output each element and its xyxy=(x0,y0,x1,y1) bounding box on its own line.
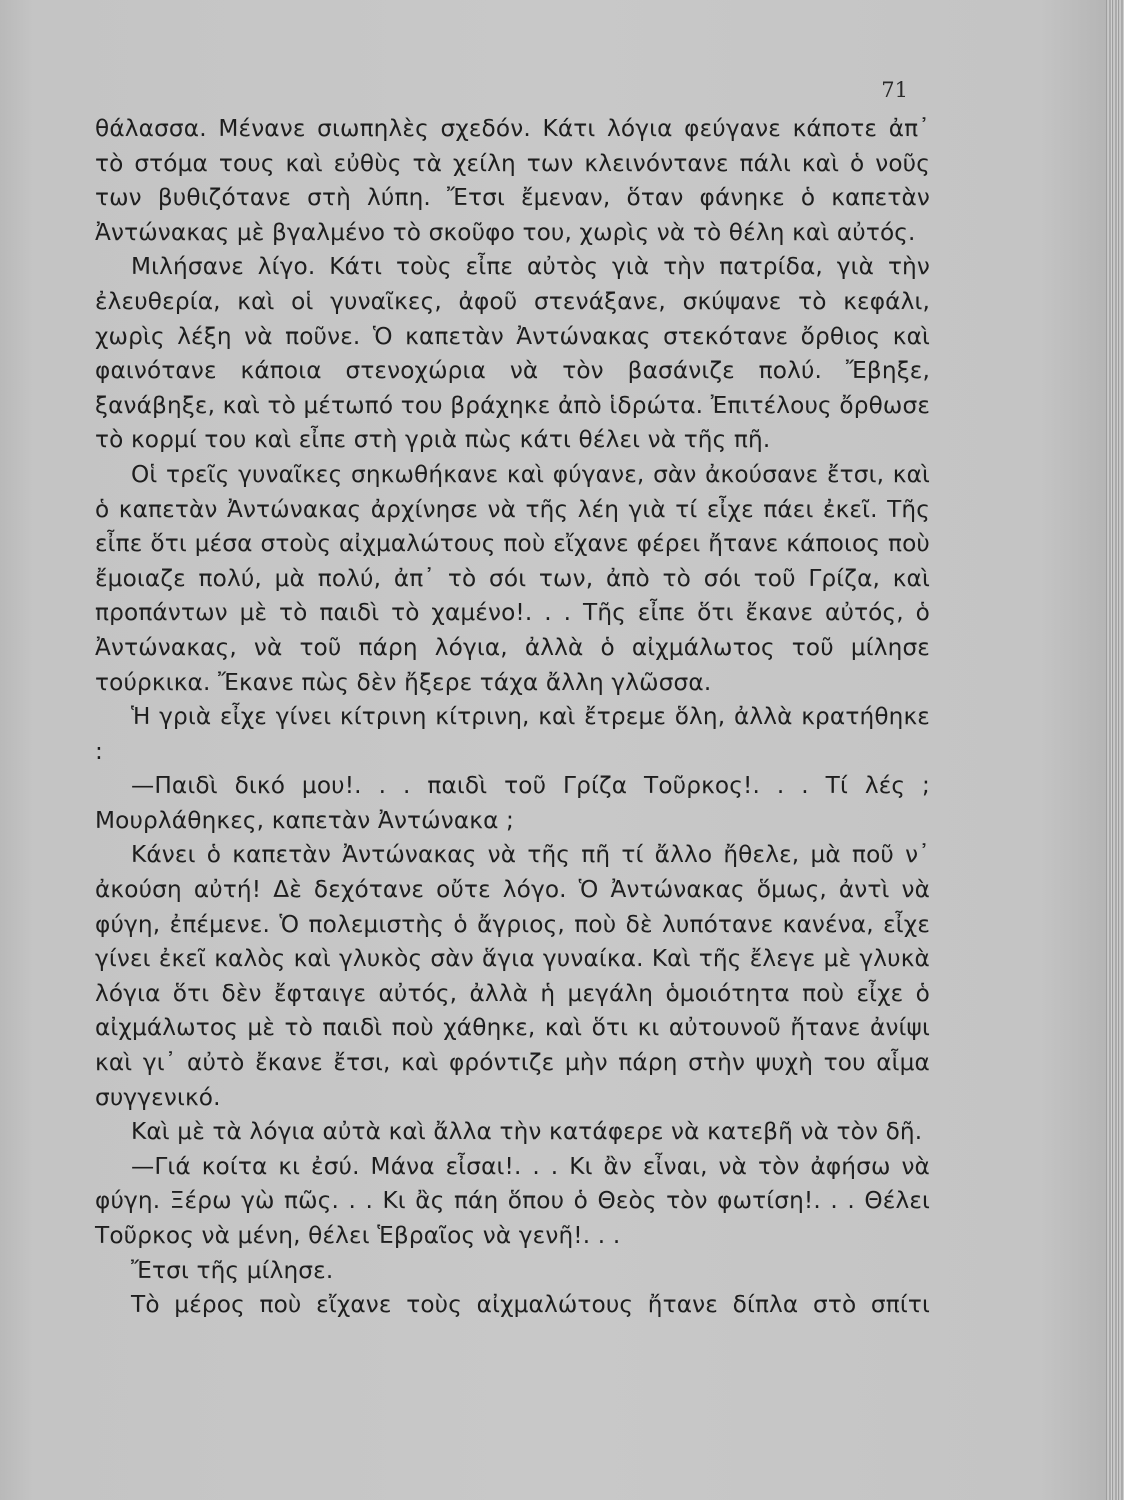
paragraph-2: Μιλήσανε λίγο. Κάτι τοὺς εἶπε αὐτὸς γιὰ τὴν πατρίδα, γιὰ τὴν ἐλευθερία, καὶ οἱ γυναῖκες, ἀφοῦ στενάξανε, σκύψανε τὸ κεφάλι, χωρὶς λέξη νὰ ποῦνε. Ὁ καπετὰν Ἀντώνακας στεκότανε ὄρθιος καὶ φαινότανε κάποια στενοχώρια νὰ τὸν βασάνιζε πολύ. Ἔβηξε, ξανάβηξε, καὶ τὸ μέτωπό του βράχηκε ἀπὸ ἱδρώτα. Ἐπιτέλους ὄρθωσε τὸ κορμί του καὶ εἶπε στὴ γριὰ πὼς κάτι θέλει νὰ τῆς πῆ. xyxy=(95,253,930,454)
paragraph-7: Καὶ μὲ τὰ λόγια αὐτὰ καὶ ἄλλα τὴν κατάφερε νὰ κατεβῆ νὰ τὸν δῆ. xyxy=(131,1118,923,1146)
paragraph-5-dialogue: —Παιδὶ δικό μου!. . . παιδὶ τοῦ Γρίζα Τοῦρκος!. . . Τί λές ; Μουρλάθηκες, καπετὰν Ἀντώνακα ; xyxy=(95,772,930,834)
paragraph-1: θάλασσα. Μένανε σιωπηλὲς σχεδόν. Κάτι λόγια φεύγανε κάποτε ἀπ᾿ τὸ στόμα τους καὶ εὐθὺς τὰ χείλη των κλεινόντανε πάλι καὶ ὁ νοῦς των βυθιζότανε στὴ λύπη. Ἔτσι ἔμεναν, ὅταν φάνηκε ὁ καπετὰν Ἀντώνακας μὲ βγαλμένο τὸ σκοῦφο του, χωρὶς νὰ τὸ θέλη καὶ αὐτός. xyxy=(95,115,930,246)
paragraph-6: Κάνει ὁ καπετὰν Ἀντώνακας νὰ τῆς πῆ τί ἄλλο ἤθελε, μὰ ποῦ ν᾿ ἀκούση αὐτή! Δὲ δεχότανε οὔτε λόγο. Ὁ Ἀντώνακας ὅμως, ἀντὶ νὰ φύγη, ἐπέμενε. Ὁ πολεμιστὴς ὁ ἄγριος, ποὺ δὲ λυπότανε κανένα, εἶχε γίνει ἐκεῖ καλὸς καὶ γλυκὸς σὰν ἅγια γυναίκα. Καὶ τῆς ἔλεγε μὲ γλυκὰ λόγια ὅτι δὲν ἔφταιγε αὐτός, ἀλλὰ ἡ μεγάλη ὁμοιότητα ποὺ εἶχε ὁ αἰχμάλωτος μὲ τὸ παιδὶ ποὺ χάθηκε, καὶ ὅτι κι αὐτουνοῦ ἤτανε ἀνίψι καὶ γι᾿ αὐτὸ ἔκανε ἔτσι, καὶ φρόντιζε μὴν πάρη στὴν ψυχὴ του αἷμα συγγενικό. xyxy=(95,841,930,1111)
body-text xyxy=(95,112,930,1323)
paragraph-3: Οἱ τρεῖς γυναῖκες σηκωθήκανε καὶ φύγανε, σὰν ἀκούσανε ἔτσι, καὶ ὁ καπετὰν Ἀντώνακας ἀρχίνησε νὰ τῆς λέη γιὰ τί εἶχε πάει ἐκεῖ. Τῆς εἶπε ὅτι μέσα στοὺς αἰχμαλώτους ποὺ εἴχανε φέρει ἤτανε κάποιος ποὺ ἔμοιαζε πολύ, μὰ πολύ, ἀπ᾿ τὸ σόι των, ἀπὸ τὸ σόι τοῦ Γρίζα, καὶ προπάντων μὲ τὸ παιδὶ τὸ χαμένο!. . . Τῆς εἶπε ὅτι ἔκανε αὐτός, ὁ Ἀντώνακας, νὰ τοῦ πάρη λόγια, ἀλλὰ ὁ αἰχμάλωτος τοῦ μίλησε τούρκικα. Ἔκανε πὼς δὲν ἤξερε τάχα ἄλλη γλῶσσα. xyxy=(95,460,930,696)
page-number: 71 xyxy=(881,78,908,102)
page-edge xyxy=(1106,0,1124,1500)
paragraph-10: Τὸ μέρος ποὺ εἴχανε τοὺς αἰχμαλώτους ἤτανε δίπλα στὸ σπίτι xyxy=(131,1291,930,1319)
paragraph-4: Ἡ γριὰ εἶχε γίνει κίτρινη κίτρινη, καὶ ἔτρεμε ὅλη, ἀλλὰ κρατήθηκε : xyxy=(95,703,930,765)
paragraph-9: Ἔτσι τῆς μίλησε. xyxy=(131,1256,334,1284)
paragraph-8-dialogue: —Γιά κοίτα κι ἐσύ. Μάνα εἶσαι!. . . Κι ἂν εἶναι, νὰ τὸν ἀφήσω νὰ φύγη. Ξέρω γὼ πῶς. . . Κι ἂς πάη ὅπου ὁ Θεὸς τὸν φωτίση!. . . Θέλει Τοῦρκος νὰ μένη, θέλει Ἑβραῖος νὰ γενῆ!. . . xyxy=(95,1152,930,1249)
